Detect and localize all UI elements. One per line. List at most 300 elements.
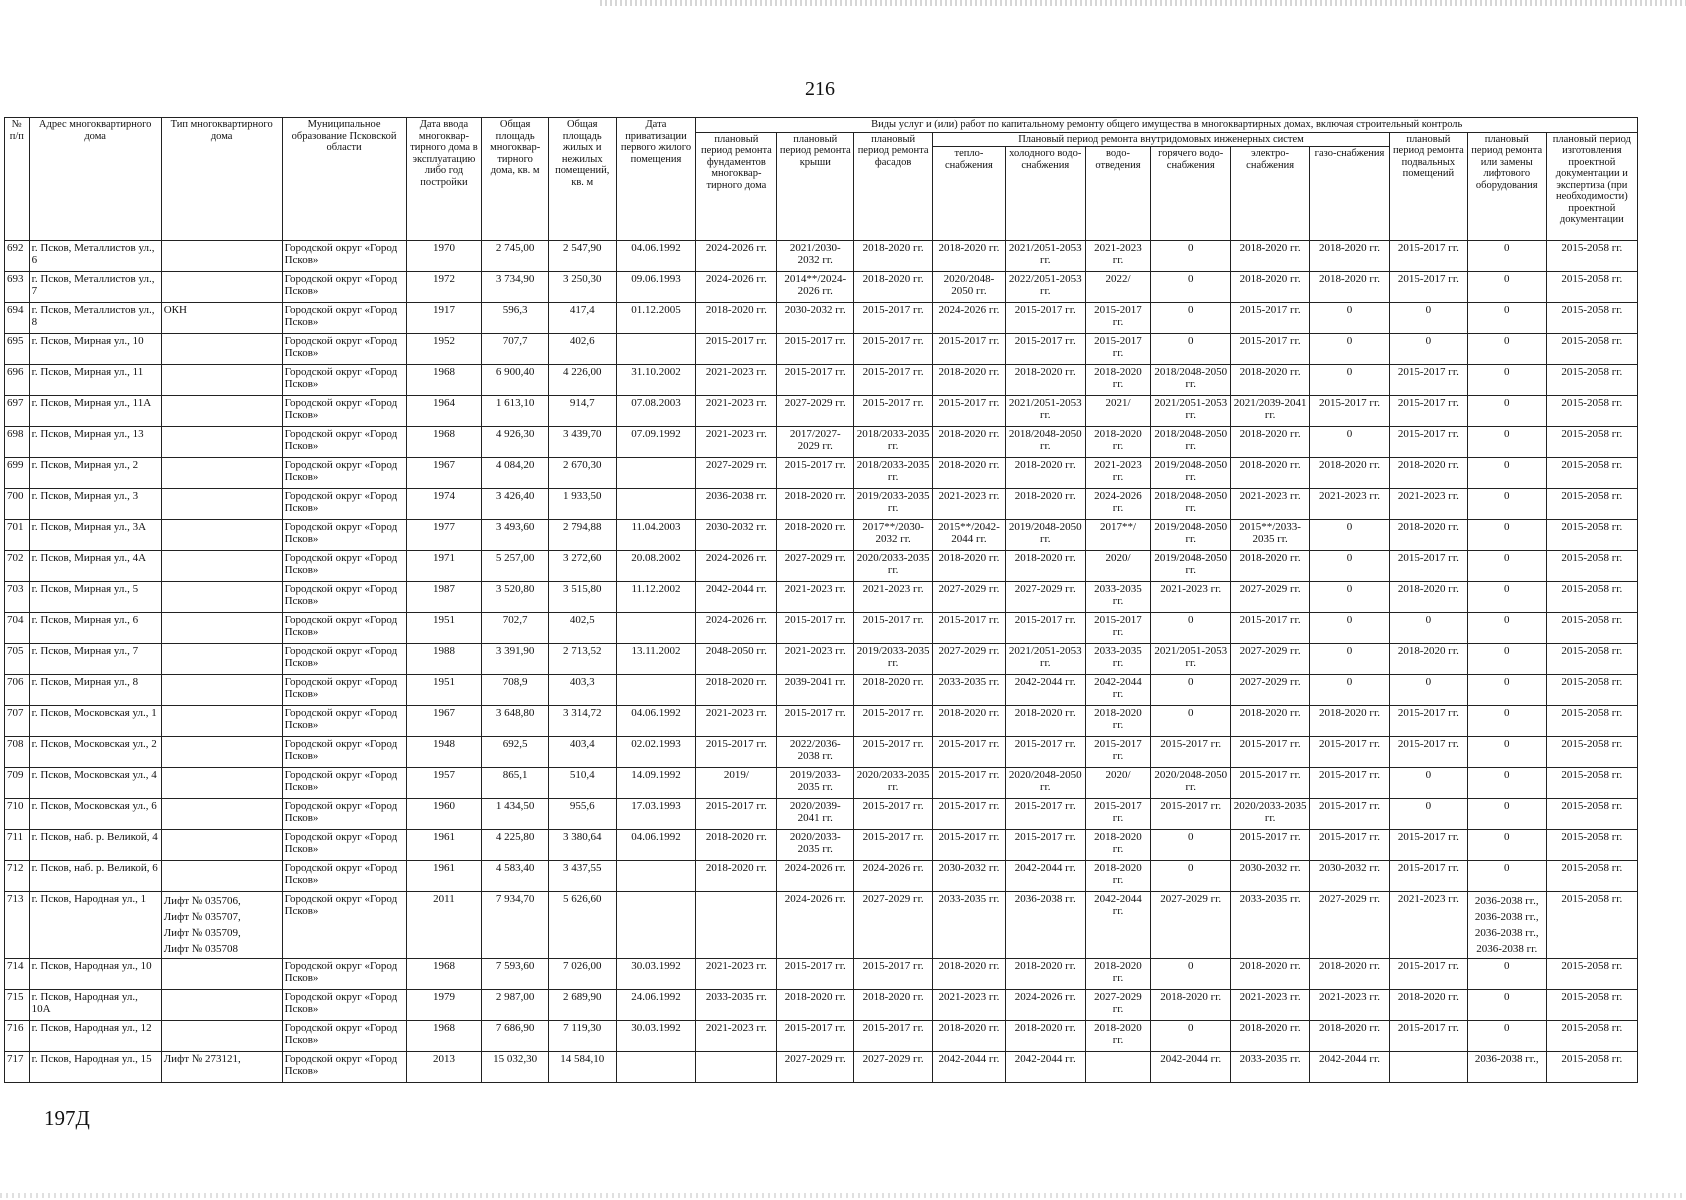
cell-sewerage-period: 2015-2017 гг.: [1085, 613, 1151, 644]
cell-cold-water-period: 2019/2048-2050 гг.: [1005, 520, 1085, 551]
cell-heating-period: 2018-2020 гг.: [933, 427, 1006, 458]
cell-house-type: [161, 737, 282, 768]
cell-design-docs-period: 2015-2058 гг.: [1546, 365, 1637, 396]
cell-gas-period: 0: [1310, 427, 1390, 458]
cell-design-docs-period: 2015-2058 гг.: [1546, 427, 1637, 458]
cell-basement-period: 0: [1389, 675, 1467, 706]
cell-address: г. Псков, Металлистов ул., 6: [29, 241, 161, 272]
cell-municipality: Городской округ «Город Псков»: [282, 706, 406, 737]
cell-hot-water-period: 2018/2048-2050 гг.: [1151, 365, 1231, 396]
cell-facade-period: 2018-2020 гг.: [854, 272, 933, 303]
cell-row-number: 696: [5, 365, 30, 396]
cell-residential-area: 402,6: [548, 334, 616, 365]
cell-gas-period: 0: [1310, 334, 1390, 365]
cell-sewerage-period: 2017**/: [1085, 520, 1151, 551]
table-row: [5, 1021, 1638, 1052]
cell-facade-period: 2015-2017 гг.: [854, 334, 933, 365]
cell-house-type: [161, 272, 282, 303]
cell-electricity-period: 2018-2020 гг.: [1231, 551, 1310, 582]
cell-gas-period: 2027-2029 гг.: [1310, 892, 1390, 959]
cell-basement-period: 2015-2017 гг.: [1389, 427, 1467, 458]
cell-electricity-period: 2018-2020 гг.: [1231, 241, 1310, 272]
cell-address: г. Псков, Народная ул., 10А: [29, 990, 161, 1021]
cell-basement-period: 2018-2020 гг.: [1389, 990, 1467, 1021]
cell-total-area: 1 434,50: [482, 799, 549, 830]
cell-address: г. Псков, Московская ул., 1: [29, 706, 161, 737]
cell-sewerage-period: 2020/: [1085, 768, 1151, 799]
cell-house-type: [161, 427, 282, 458]
cell-row-number: 697: [5, 396, 30, 427]
cell-privatization-date: 07.09.1992: [616, 427, 696, 458]
cell-basement-period: 0: [1389, 613, 1467, 644]
cell-residential-area: 3 515,80: [548, 582, 616, 613]
cell-house-type: [161, 959, 282, 990]
cell-municipality: Городской округ «Город Псков»: [282, 365, 406, 396]
cell-privatization-date: 24.06.1992: [616, 990, 696, 1021]
cell-elevator-period: 0: [1467, 706, 1546, 737]
cell-roof-period: 2015-2017 гг.: [777, 365, 854, 396]
cell-foundation-period: 2018-2020 гг.: [696, 675, 777, 706]
cell-address: г. Псков, Мирная ул., 8: [29, 675, 161, 706]
cell-heating-period: 2018-2020 гг.: [933, 458, 1006, 489]
cell-basement-period: 2015-2017 гг.: [1389, 551, 1467, 582]
cell-elevator-period: 0: [1467, 799, 1546, 830]
cell-elevator-period: 0: [1467, 768, 1546, 799]
cell-row-number: 711: [5, 830, 30, 861]
cell-design-docs-period: 2015-2058 гг.: [1546, 272, 1637, 303]
cell-municipality: Городской округ «Город Псков»: [282, 334, 406, 365]
cell-facade-period: 2020/2033-2035 гг.: [854, 768, 933, 799]
cell-commission-year: 1968: [406, 1021, 482, 1052]
cell-residential-area: 5 626,60: [548, 892, 616, 959]
cell-row-number: 715: [5, 990, 30, 1021]
cell-residential-area: 914,7: [548, 396, 616, 427]
cell-municipality: Городской округ «Город Псков»: [282, 990, 406, 1021]
cell-elevator-period: 0: [1467, 582, 1546, 613]
cell-address: г. Псков, Мирная ул., 7: [29, 644, 161, 675]
cell-privatization-date: [616, 861, 696, 892]
cell-cold-water-period: 2015-2017 гг.: [1005, 799, 1085, 830]
cell-commission-year: 1964: [406, 396, 482, 427]
cell-foundation-period: [696, 1052, 777, 1083]
cell-basement-period: 0: [1389, 799, 1467, 830]
cell-line: 2036-2038 гг.,: [1474, 911, 1539, 923]
cell-commission-year: 1987: [406, 582, 482, 613]
cell-house-type: [161, 551, 282, 582]
cell-gas-period: 0: [1310, 644, 1390, 675]
cell-sewerage-period: 2018-2020 гг.: [1085, 706, 1151, 737]
cell-heating-period: 2027-2029 гг.: [933, 582, 1006, 613]
cell-foundation-period: 2015-2017 гг.: [696, 737, 777, 768]
cell-elevator-period: 0: [1467, 861, 1546, 892]
cell-cold-water-period: 2042-2044 гг.: [1005, 675, 1085, 706]
cell-design-docs-period: 2015-2058 гг.: [1546, 582, 1637, 613]
cell-elevator-period: 0: [1467, 551, 1546, 582]
cell-electricity-period: 2015-2017 гг.: [1231, 768, 1310, 799]
cell-roof-period: 2015-2017 гг.: [777, 334, 854, 365]
cell-total-area: 3 520,80: [482, 582, 549, 613]
cell-row-number: 708: [5, 737, 30, 768]
cell-facade-period: 2027-2029 гг.: [854, 892, 933, 959]
cell-address: г. Псков, Московская ул., 6: [29, 799, 161, 830]
cell-municipality: Городской округ «Город Псков»: [282, 737, 406, 768]
cell-electricity-period: 2018-2020 гг.: [1231, 365, 1310, 396]
cell-residential-area: 2 547,90: [548, 241, 616, 272]
cell-gas-period: 2015-2017 гг.: [1310, 799, 1390, 830]
cell-design-docs-period: 2015-2058 гг.: [1546, 458, 1637, 489]
cell-total-area: 702,7: [482, 613, 549, 644]
cell-total-area: 865,1: [482, 768, 549, 799]
cell-total-area: 3 734,90: [482, 272, 549, 303]
cell-facade-period: 2015-2017 гг.: [854, 959, 933, 990]
cell-house-type: [161, 241, 282, 272]
cell-roof-period: 2021-2023 гг.: [777, 582, 854, 613]
cell-foundation-period: 2042-2044 гг.: [696, 582, 777, 613]
cell-row-number: 703: [5, 582, 30, 613]
cell-design-docs-period: 2015-2058 гг.: [1546, 551, 1637, 582]
cell-heating-period: 2018-2020 гг.: [933, 959, 1006, 990]
cell-cold-water-period: 2021/2051-2053 гг.: [1005, 644, 1085, 675]
cell-row-number: 710: [5, 799, 30, 830]
cell-design-docs-period: 2015-2058 гг.: [1546, 1021, 1637, 1052]
cell-basement-period: 2021-2023 гг.: [1389, 489, 1467, 520]
cell-address: г. Псков, Мирная ул., 4А: [29, 551, 161, 582]
cell-commission-year: 1988: [406, 644, 482, 675]
cell-cold-water-period: 2018-2020 гг.: [1005, 365, 1085, 396]
table-row: [5, 799, 1638, 830]
cell-privatization-date: 30.03.1992: [616, 1021, 696, 1052]
col-header-5: Общая площадь многоквар-тирного дома, кв. м: [482, 118, 549, 241]
cell-sewerage-period: 2024-2026 гг.: [1085, 489, 1151, 520]
cell-total-area: 708,9: [482, 675, 549, 706]
cell-sewerage-period: 2022/: [1085, 272, 1151, 303]
cell-electricity-period: 2021/2039-2041 гг.: [1231, 396, 1310, 427]
cell-address: г. Псков, Народная ул., 12: [29, 1021, 161, 1052]
cell-hot-water-period: 2021/2051-2053 гг.: [1151, 396, 1231, 427]
cell-facade-period: 2018/2033-2035 гг.: [854, 458, 933, 489]
cell-commission-year: 1968: [406, 959, 482, 990]
cell-electricity-period: 2027-2029 гг.: [1231, 582, 1310, 613]
table-row: [5, 892, 1638, 959]
cell-municipality: Городской округ «Город Псков»: [282, 551, 406, 582]
cell-sewerage-period: 2021-2023 гг.: [1085, 241, 1151, 272]
cell-heating-period: 2015-2017 гг.: [933, 830, 1006, 861]
col-header-14: горячего водо-снабжения: [1151, 147, 1231, 241]
cell-electricity-period: 2018-2020 гг.: [1231, 427, 1310, 458]
cell-basement-period: 0: [1389, 303, 1467, 334]
cell-facade-period: 2015-2017 гг.: [854, 365, 933, 396]
cell-sewerage-period: 2027-2029 гг.: [1085, 990, 1151, 1021]
cell-heating-period: 2018-2020 гг.: [933, 1021, 1006, 1052]
cell-electricity-period: 2018-2020 гг.: [1231, 458, 1310, 489]
cell-commission-year: 2013: [406, 1052, 482, 1083]
cell-house-type: [161, 365, 282, 396]
col-header-9: плановый период ремонта крыши: [777, 132, 854, 241]
cell-basement-period: 2018-2020 гг.: [1389, 644, 1467, 675]
cell-facade-period: 2017**/2030-2032 гг.: [854, 520, 933, 551]
cell-municipality: Городской округ «Город Псков»: [282, 582, 406, 613]
table-row: [5, 613, 1638, 644]
cell-electricity-period: 2027-2029 гг.: [1231, 675, 1310, 706]
cell-hot-water-period: 2018/2048-2050 гг.: [1151, 427, 1231, 458]
super-header: Виды услуг и (или) работ по капитальному ремонту общего имущества в многоквартирных домах, включая строительный контроль: [696, 118, 1638, 133]
cell-sewerage-period: 2018-2020 гг.: [1085, 861, 1151, 892]
cell-sewerage-period: 2033-2035 гг.: [1085, 644, 1151, 675]
cell-line: Лифт № 035709,: [163, 927, 241, 939]
cell-municipality: Городской округ «Город Псков»: [282, 644, 406, 675]
cell-electricity-period: 2021-2023 гг.: [1231, 489, 1310, 520]
cell-foundation-period: 2024-2026 гг.: [696, 551, 777, 582]
cell-municipality: Городской округ «Город Псков»: [282, 520, 406, 551]
cell-residential-area: 14 584,10: [548, 1052, 616, 1083]
cell-roof-period: 2018-2020 гг.: [777, 489, 854, 520]
col-header-6: Общая площадь жилых и нежилых помещений, кв. м: [548, 118, 616, 241]
cell-residential-area: 4 226,00: [548, 365, 616, 396]
cell-electricity-period: 2027-2029 гг.: [1231, 644, 1310, 675]
table-header: [5, 118, 1638, 241]
cell-cold-water-period: 2015-2017 гг.: [1005, 303, 1085, 334]
cell-basement-period: 0: [1389, 768, 1467, 799]
page-number: 216: [805, 78, 835, 100]
cell-design-docs-period: 2015-2058 гг.: [1546, 675, 1637, 706]
cell-elevator-period: 0: [1467, 990, 1546, 1021]
cell-commission-year: 1974: [406, 489, 482, 520]
cell-municipality: Городской округ «Город Псков»: [282, 272, 406, 303]
cell-basement-period: 2015-2017 гг.: [1389, 365, 1467, 396]
cell-elevator-period: 0: [1467, 1021, 1546, 1052]
cell-hot-water-period: 2015-2017 гг.: [1151, 737, 1231, 768]
cell-residential-area: 2 689,90: [548, 990, 616, 1021]
cell-sewerage-period: 2021-2023 гг.: [1085, 458, 1151, 489]
cell-house-type: [161, 768, 282, 799]
col-header-4: Дата ввода многоквар-тирного дома в эксплуатацию либо год постройки: [406, 118, 482, 241]
cell-hot-water-period: 0: [1151, 675, 1231, 706]
cell-address: г. Псков, Мирная ул., 5: [29, 582, 161, 613]
cell-line: 2036-2038 гг.: [1476, 943, 1538, 955]
cell-basement-period: 2015-2017 гг.: [1389, 241, 1467, 272]
cell-elevator-period: 0: [1467, 644, 1546, 675]
table-row: [5, 458, 1638, 489]
cell-heating-period: 2020/2048-2050 гг.: [933, 272, 1006, 303]
cell-privatization-date: 09.06.1993: [616, 272, 696, 303]
cell-gas-period: 0: [1310, 303, 1390, 334]
cell-residential-area: 403,3: [548, 675, 616, 706]
cell-roof-period: 2027-2029 гг.: [777, 1052, 854, 1083]
cell-electricity-period: 2033-2035 гг.: [1231, 892, 1310, 959]
engineering-header: Плановый период ремонта внутридомовых инженерных систем: [933, 132, 1390, 147]
cell-cold-water-period: 2018-2020 гг.: [1005, 458, 1085, 489]
cell-house-type: [161, 458, 282, 489]
col-header-11: тепло-снабжения: [933, 147, 1006, 241]
cell-total-area: 2 987,00: [482, 990, 549, 1021]
cell-roof-period: 2020/2039-2041 гг.: [777, 799, 854, 830]
cell-address: г. Псков, Мирная ул., 2: [29, 458, 161, 489]
cell-address: г. Псков, Мирная ул., 10: [29, 334, 161, 365]
cell-address: г. Псков, наб. р. Великой, 6: [29, 861, 161, 892]
cell-roof-period: 2015-2017 гг.: [777, 1021, 854, 1052]
cell-line: Лифт № 035707,: [163, 911, 241, 923]
cell-sewerage-period: 2042-2044 гг.: [1085, 892, 1151, 959]
col-header-7: Дата приватизации первого жилого помещения: [616, 118, 696, 241]
cell-privatization-date: 30.03.1992: [616, 959, 696, 990]
cell-design-docs-period: 2015-2058 гг.: [1546, 489, 1637, 520]
cell-house-type: [161, 799, 282, 830]
cell-total-area: 2 745,00: [482, 241, 549, 272]
cell-design-docs-period: 2015-2058 гг.: [1546, 1052, 1637, 1083]
cell-row-number: 701: [5, 520, 30, 551]
cell-design-docs-period: 2015-2058 гг.: [1546, 892, 1637, 959]
cell-cold-water-period: 2022/2051-2053 гг.: [1005, 272, 1085, 303]
cell-line: Лифт № 035708: [163, 943, 238, 955]
cell-house-type: [161, 830, 282, 861]
cell-total-area: 3 648,80: [482, 706, 549, 737]
cell-residential-area: 1 933,50: [548, 489, 616, 520]
cell-row-number: 712: [5, 861, 30, 892]
cell-municipality: Городской округ «Город Псков»: [282, 458, 406, 489]
cell-total-area: 7 934,70: [482, 892, 549, 959]
cell-cold-water-period: 2018-2020 гг.: [1005, 551, 1085, 582]
cell-house-type: [161, 396, 282, 427]
cell-total-area: 692,5: [482, 737, 549, 768]
cell-privatization-date: [616, 334, 696, 365]
cell-foundation-period: 2027-2029 гг.: [696, 458, 777, 489]
cell-commission-year: 1917: [406, 303, 482, 334]
cell-roof-period: 2027-2029 гг.: [777, 551, 854, 582]
cell-commission-year: 1971: [406, 551, 482, 582]
cell-roof-period: 2014**/2024-2026 гг.: [777, 272, 854, 303]
cell-house-type: [161, 861, 282, 892]
cell-residential-area: 2 670,30: [548, 458, 616, 489]
table-row: [5, 241, 1638, 272]
table-row: [5, 675, 1638, 706]
cell-facade-period: 2019/2033-2035 гг.: [854, 644, 933, 675]
cell-line: Лифт № 035706,: [163, 895, 241, 907]
cell-total-area: 707,7: [482, 334, 549, 365]
cell-design-docs-period: 2015-2058 гг.: [1546, 613, 1637, 644]
cell-heating-period: 2018-2020 гг.: [933, 551, 1006, 582]
cell-hot-water-period: 2020/2048-2050 гг.: [1151, 768, 1231, 799]
cell-roof-period: 2024-2026 гг.: [777, 861, 854, 892]
cell-row-number: 709: [5, 768, 30, 799]
cell-total-area: 6 900,40: [482, 365, 549, 396]
cell-hot-water-period: 0: [1151, 861, 1231, 892]
cell-municipality: Городской округ «Город Псков»: [282, 1021, 406, 1052]
cell-basement-period: 2021-2023 гг.: [1389, 892, 1467, 959]
scan-edge-bottom: [0, 1193, 1686, 1198]
cell-house-type: Лифт № 273121,: [161, 1052, 282, 1083]
cell-house-type: [161, 706, 282, 737]
cell-electricity-period: 2015-2017 гг.: [1231, 613, 1310, 644]
cell-municipality: Городской округ «Город Псков»: [282, 613, 406, 644]
cell-hot-water-period: 0: [1151, 830, 1231, 861]
cell-elevator-period: 0: [1467, 272, 1546, 303]
cell-cold-water-period: 2015-2017 гг.: [1005, 334, 1085, 365]
table-row: [5, 551, 1638, 582]
cell-gas-period: 2018-2020 гг.: [1310, 706, 1390, 737]
col-header-1: Адрес многоквартирного дома: [29, 118, 161, 241]
cell-sewerage-period: 2018-2020 гг.: [1085, 1021, 1151, 1052]
table-row: [5, 365, 1638, 396]
cell-commission-year: 1972: [406, 272, 482, 303]
cell-house-type: ОКН: [161, 303, 282, 334]
cell-privatization-date: 01.12.2005: [616, 303, 696, 334]
cell-gas-period: 2018-2020 гг.: [1310, 272, 1390, 303]
cell-total-area: 1 613,10: [482, 396, 549, 427]
cell-row-number: 706: [5, 675, 30, 706]
cell-roof-period: 2021/2030-2032 гг.: [777, 241, 854, 272]
cell-design-docs-period: 2015-2058 гг.: [1546, 768, 1637, 799]
cell-facade-period: 2027-2029 гг.: [854, 1052, 933, 1083]
table-row: [5, 396, 1638, 427]
cell-residential-area: 3 437,55: [548, 861, 616, 892]
cell-heating-period: 2015-2017 гг.: [933, 737, 1006, 768]
cell-residential-area: 7 026,00: [548, 959, 616, 990]
table-row: [5, 737, 1638, 768]
cell-sewerage-period: 2018-2020 гг.: [1085, 830, 1151, 861]
cell-residential-area: 3 272,60: [548, 551, 616, 582]
col-header-12: холодного водо-снабжения: [1005, 147, 1085, 241]
cell-sewerage-period: [1085, 1052, 1151, 1083]
cell-hot-water-period: 2018/2048-2050 гг.: [1151, 489, 1231, 520]
cell-elevator-period: 0: [1467, 520, 1546, 551]
cell-municipality: Городской округ «Город Псков»: [282, 489, 406, 520]
cell-privatization-date: 11.04.2003: [616, 520, 696, 551]
col-header-13: водо-отведения: [1085, 147, 1151, 241]
cell-municipality: Городской округ «Город Псков»: [282, 768, 406, 799]
cell-design-docs-period: 2015-2058 гг.: [1546, 396, 1637, 427]
cell-foundation-period: 2030-2032 гг.: [696, 520, 777, 551]
cell-gas-period: 0: [1310, 520, 1390, 551]
cell-basement-period: 0: [1389, 334, 1467, 365]
table-row: [5, 427, 1638, 458]
cell-residential-area: 2 794,88: [548, 520, 616, 551]
cell-residential-area: 3 314,72: [548, 706, 616, 737]
cell-cold-water-period: 2018-2020 гг.: [1005, 1021, 1085, 1052]
cell-design-docs-period: 2015-2058 гг.: [1546, 799, 1637, 830]
cell-elevator-period: 0: [1467, 675, 1546, 706]
cell-hot-water-period: 2019/2048-2050 гг.: [1151, 458, 1231, 489]
cell-total-area: 4 225,80: [482, 830, 549, 861]
cell-municipality: Городской округ «Город Псков»: [282, 959, 406, 990]
cell-gas-period: 2021-2023 гг.: [1310, 990, 1390, 1021]
cell-foundation-period: 2015-2017 гг.: [696, 334, 777, 365]
cell-design-docs-period: 2015-2058 гг.: [1546, 830, 1637, 861]
cell-total-area: 3 493,60: [482, 520, 549, 551]
cell-commission-year: 1979: [406, 990, 482, 1021]
cell-facade-period: 2015-2017 гг.: [854, 799, 933, 830]
cell-design-docs-period: 2015-2058 гг.: [1546, 959, 1637, 990]
cell-privatization-date: [616, 675, 696, 706]
cell-row-number: 694: [5, 303, 30, 334]
cell-residential-area: 2 713,52: [548, 644, 616, 675]
cell-municipality: Городской округ «Город Псков»: [282, 830, 406, 861]
cell-municipality: Городской округ «Город Псков»: [282, 303, 406, 334]
cell-cold-water-period: 2018/2048-2050 гг.: [1005, 427, 1085, 458]
cell-house-type: [161, 644, 282, 675]
cell-privatization-date: 31.10.2002: [616, 365, 696, 396]
cell-row-number: 699: [5, 458, 30, 489]
cell-gas-period: 2018-2020 гг.: [1310, 458, 1390, 489]
cell-house-type: [161, 520, 282, 551]
cell-cold-water-period: 2015-2017 гг.: [1005, 737, 1085, 768]
cell-row-number: 695: [5, 334, 30, 365]
table-row: [5, 768, 1638, 799]
cell-privatization-date: 07.08.2003: [616, 396, 696, 427]
cell-commission-year: 1967: [406, 458, 482, 489]
cell-facade-period: 2015-2017 гг.: [854, 613, 933, 644]
table-body: [5, 241, 1638, 1083]
cell-heating-period: 2015-2017 гг.: [933, 768, 1006, 799]
